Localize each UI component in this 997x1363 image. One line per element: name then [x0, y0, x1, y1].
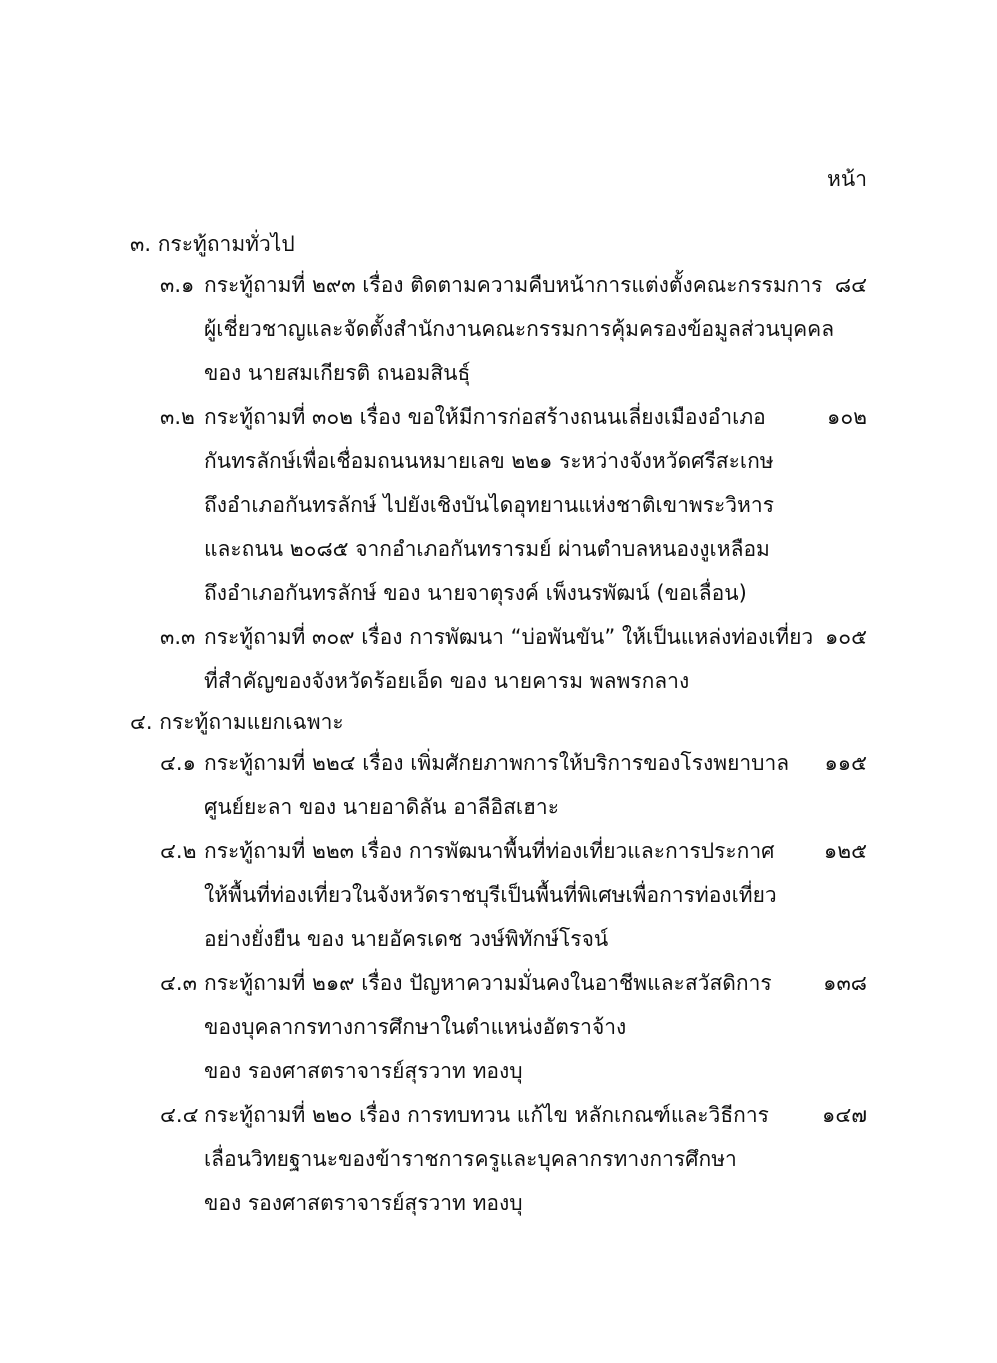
entry-page-number: ๑๐๒	[827, 405, 867, 429]
entry-line: ศูนย์ยะลา ของ นายอาดิลัน อาลีอิสเฮาะ	[204, 795, 559, 819]
entry-line: และถนน ๒๐๘๕ จากอำเภอกันทรารมย์ ผ่านตำบลหนองงูเหลือม	[204, 537, 770, 561]
entry-page-number: ๑๔๗	[821, 1103, 867, 1127]
entry-line: ที่สำคัญของจังหวัดร้อยเอ็ด ของ นายคารม พลพรกลาง	[204, 669, 690, 693]
entry-page-number: ๘๔	[834, 273, 867, 297]
entry-line: กระทู้ถามที่ ๓๐๒ เรื่อง ขอให้มีการก่อสร้างถนนเลี่ยงเมืองอำเภอ	[204, 405, 766, 429]
entry-number: ๓.๑	[160, 273, 195, 297]
entry-line: กระทู้ถามที่ ๒๒๓ เรื่อง การพัฒนาพื้นที่ท่องเที่ยวและการประกาศ	[204, 839, 775, 863]
toc-entry	[160, 961, 867, 1093]
section-heading: ๓. กระทู้ถามทั่วไป	[130, 232, 295, 256]
entry-number: ๔.๒	[160, 839, 197, 863]
toc-entry	[160, 1093, 867, 1225]
entry-page-number: ๑๒๕	[823, 839, 867, 863]
entry-line: ถึงอำเภอกันทรลักษ์ ไปยังเชิงบันไดอุทยานแห่งชาติเขาพระวิหาร	[204, 493, 774, 517]
entry-text	[204, 829, 804, 961]
entry-line: ให้พื้นที่ท่องเที่ยวในจังหวัดราชบุรีเป็นพื้นที่พิเศษเพื่อการท่องเที่ยว	[204, 883, 777, 907]
toc-entry	[160, 263, 867, 395]
entry-line: เลื่อนวิทยฐานะของข้าราชการครูและบุคลากรทางการศึกษา	[204, 1147, 737, 1171]
entry-number: ๔.๓	[160, 971, 197, 995]
entry-line: ของ รองศาสตราจารย์สุรวาท ทองบุ	[204, 1191, 523, 1215]
entry-line: ของบุคลากรทางการศึกษาในตำแหน่งอัตราจ้าง	[204, 1015, 627, 1039]
toc-entry	[160, 741, 867, 829]
entry-page-number: ๑๑๕	[824, 751, 867, 775]
page-column-label: หน้า	[827, 167, 867, 191]
entry-text	[204, 741, 804, 829]
entry-text	[204, 1093, 804, 1225]
entry-line: ของ รองศาสตราจารย์สุรวาท ทองบุ	[204, 1059, 523, 1083]
entry-text	[204, 615, 814, 703]
toc-entry	[160, 615, 867, 703]
entry-line: ของ นายสมเกียรติ ถนอมสินธุ์	[204, 361, 471, 385]
entry-line: ถึงอำเภอกันทรลักษ์ ของ นายจาตุรงค์ เพ็งนรพัฒน์ (ขอเลื่อน)	[204, 581, 747, 605]
entry-text	[204, 961, 804, 1093]
entry-number: ๓.๒	[160, 405, 195, 429]
table-of-contents	[0, 225, 997, 1225]
entry-number: ๓.๓	[160, 625, 196, 649]
section-heading: ๔. กระทู้ถามแยกเฉพาะ	[130, 710, 344, 734]
entry-page-number: ๑๐๕	[824, 625, 867, 649]
entry-number: ๔.๔	[160, 1103, 199, 1127]
toc-entry	[160, 829, 867, 961]
entry-text	[204, 395, 804, 615]
entry-text	[204, 263, 835, 395]
entry-line: กระทู้ถามที่ ๒๑๙ เรื่อง ปัญหาความมั่นคงในอาชีพและสวัสดิการ	[204, 971, 772, 995]
entry-line: กันทรลักษ์เพื่อเชื่อมถนนหมายเลข ๒๒๑ ระหว่างจังหวัดศรีสะเกษ	[204, 449, 774, 473]
toc-entry	[160, 395, 867, 615]
entry-number: ๔.๑	[160, 751, 196, 775]
entry-page-number: ๑๓๘	[823, 971, 867, 995]
entry-line: อย่างยั่งยืน ของ นายอัครเดช วงษ์พิทักษ์โรจน์	[204, 927, 609, 951]
entry-line: กระทู้ถามที่ ๒๒๔ เรื่อง เพิ่มศักยภาพการให้บริการของโรงพยาบาล	[204, 751, 790, 775]
entry-line: กระทู้ถามที่ ๓๐๙ เรื่อง การพัฒนา “บ่อพันขัน” ให้เป็นแหล่งท่องเที่ยว	[204, 625, 814, 649]
entry-line: ผู้เชี่ยวชาญและจัดตั้งสำนักงานคณะกรรมการคุ้มครองข้อมูลส่วนบุคคล	[204, 317, 835, 341]
entry-line: กระทู้ถามที่ ๒๒๐ เรื่อง การทบทวน แก้ไข หลักเกณฑ์และวิธีการ	[204, 1103, 769, 1127]
entry-line: กระทู้ถามที่ ๒๙๓ เรื่อง ติดตามความคืบหน้าการแต่งตั้งคณะกรรมการ	[204, 273, 823, 297]
